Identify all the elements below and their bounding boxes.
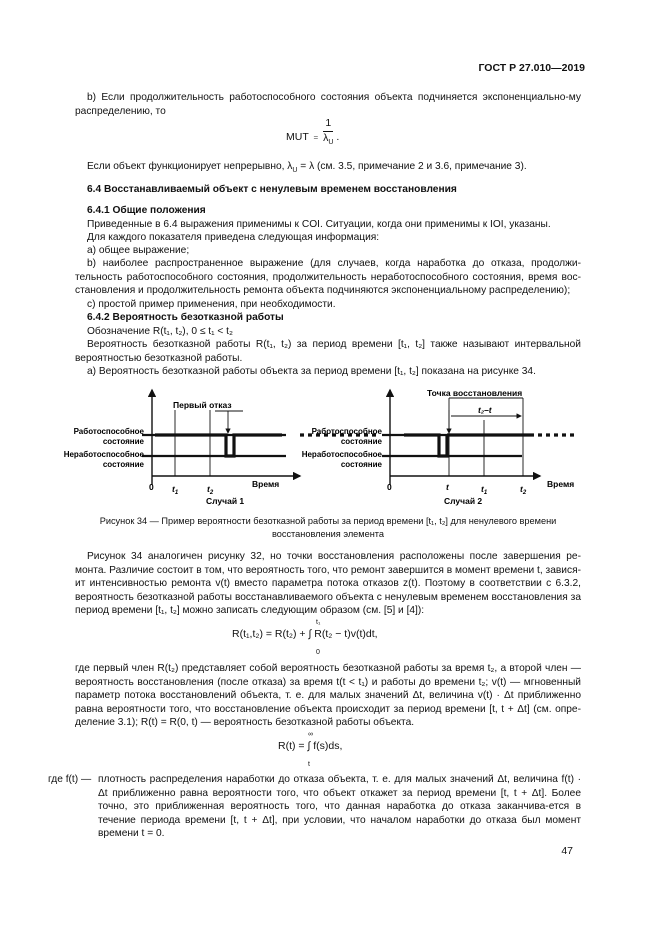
figure-left-panel [64, 390, 300, 506]
formula-integral-upper: t₁ [316, 619, 321, 626]
formula-mut-den-sub: U [328, 138, 334, 146]
formula-mut-lhs: MUT [286, 130, 309, 143]
paragraph-ft-lead: где f(t) — [48, 774, 92, 785]
formula-mut-tail: . [336, 130, 340, 143]
document-id: ГОСТ Р 27.010—2019 [478, 62, 585, 74]
formula-mut [286, 117, 340, 149]
figure-caption-line2: восстановления элемента [271, 528, 385, 539]
heading-6-4-1: 6.4.1 Общие положения [87, 205, 206, 216]
formula-integral-lower: 0 [316, 649, 320, 656]
right-down-label-2: состояние [340, 460, 382, 469]
formula-mut-fraction [323, 117, 333, 149]
list-item-a: а) общее выражение; [87, 245, 190, 256]
right-interval-label: t₂–t [478, 405, 492, 415]
right-tick-t1: $t_1$ [481, 484, 488, 496]
right-down-label-1: Неработоспособное [301, 450, 382, 459]
left-failure-label: Первый отказ [173, 400, 232, 410]
right-tick-0: 0 [387, 482, 392, 492]
paragraph-designation: Обозначение R(t₁, t₂), 0 ≤ t₁ < t₂ [87, 326, 233, 337]
right-tick-t: t [446, 482, 449, 492]
formula-mut-num: 1 [323, 117, 333, 132]
figure-right-panel [300, 388, 575, 506]
paragraph-ft-definition: плотность распределения наработки до отказа объекта, т. е. для малых значений Δt, величина f(t) · Δt приближенно равна вероятности того, что объект откажет за период времени [t, t + Δt]. Более точно, это приближенная вероятность того, что данная наработка до отказа заканчива-ется в течение периода времени [t, t + Δt], при условии, что началом наработки до отказа был момент времени t = 0. [98, 774, 581, 840]
paragraph-figure-reference: а) Вероятность безотказной работы объекта за период времени [t₁, t₂] показана на рисунке 34. [87, 366, 536, 377]
paragraph-where-terms: где первый член R(t₂) представляет собой вероятность безотказной работы за время t₂, а второй член — вероятность восстановления (после отказа) за время t(t < t₁) и работы до времени t₂; v(t) — мгновенный параметр потока восстановлений объекта, т. е. для малых значений Δt, величина v(t) · Δt приближенно равна вероятности того, что восстановление объекта происходит за период времени [t, t + Δt] (см. опре-деление 3.1); R(t) = R(0, t) — вероятность безотказной работы объекта. [75, 663, 581, 729]
left-state-trace [155, 435, 282, 456]
right-case-label: Случай 2 [444, 496, 483, 506]
left-up-label-2: состояние [102, 437, 144, 446]
paragraph-continuous [75, 160, 581, 178]
left-down-label-2: состояние [102, 460, 144, 469]
paragraph-continuous-tail: = λ (см. 3.5, примечание 2 и 3.6, примечание 3). [297, 161, 527, 172]
paragraph-info: Для каждого показателя приведена следующая информация: [87, 232, 380, 243]
left-time-label: Время [252, 479, 280, 489]
left-up-label-1: Работоспособное [73, 427, 144, 436]
right-state-trace [404, 435, 447, 456]
paragraph-exponential: b) Если продолжительность работоспособного состояния объекта подчиняется экспоненциально-му распределению, то [75, 92, 581, 117]
formula-rt-main: R(t) = ∫ f(s)ds, [278, 740, 343, 752]
paragraph-applicability: Приведенные в 6.4 выражения применимы к COI. Ситуации, когда они применимы к IOI, указаны. [87, 219, 551, 230]
right-up-label-2: состояние [340, 437, 382, 446]
paragraph-continuous-text: Если объект функционирует непрерывно, λ [87, 161, 293, 172]
left-down-label-1: Неработоспособное [63, 450, 144, 459]
figure-caption [75, 515, 581, 540]
paragraph-continuous-sub: U [292, 167, 298, 175]
left-tick-t1: $t_1$ [172, 484, 179, 496]
paragraph-figure-32-comparison: Рисунок 34 аналогичен рисунку 32, но точки восстановления расположены после завершения ре-монта. Различие состоит в том, что вероятность того, что ремонт завершится в момент времени t, завися-ит интенсивностью ремонта v(t) вместо параметра потока отказов z(t). Поэтому в соответствии с 6.3.2, вероятность безотказной работы восстанавливаемого объекта с ненулевым временем восстановления за период времени [t₁, t₂] можно записать следующим образом (см. [5] и [4]): [75, 551, 581, 617]
formula-mut-eq: = [313, 132, 319, 142]
formula-mut-den-symbol: λ [323, 131, 329, 144]
right-tick-t2: $t_2$ [520, 484, 527, 496]
right-restore-label: Точка восстановления [427, 388, 523, 398]
figure-caption-line1: Рисунок 34 — Пример вероятности безотказной работы за период времени [t₁, t₂] для ненулевого времени [99, 516, 557, 526]
figure-34 [60, 380, 600, 510]
formula-rt-upper: ∞ [308, 731, 313, 738]
formula-mut-den [323, 132, 333, 150]
formula-interval-main: R(t₁,t₂) = R(t₂) + ∫ R(t₂ − t)v(t)dt, [232, 628, 378, 640]
left-case-label: Случай 1 [206, 496, 245, 506]
list-item-c: c) простой пример применения, при необходимости. [87, 299, 336, 310]
list-item-b: b) наиболее распространенное выражение (для случаев, когда наработка до отказа, продолжи-тельность работоспособного состояния, продолжительность неработоспособного состояния, время вос-становления и продолжительность ремонта объекта подчиняются экспоненциальному распределению); [75, 258, 581, 297]
left-tick-0: 0 [149, 482, 154, 492]
formula-rt-lower: t [308, 761, 310, 768]
heading-6-4-2: 6.4.2 Вероятность безотказной работы [87, 312, 284, 323]
paragraph-interval-reliability: Вероятность безотказной работы R(t₁, t₂) за период времени [t₁, t₂] также называют интервальной вероятностью безотказной работы. [75, 339, 581, 364]
right-time-label: Время [547, 479, 575, 489]
page-number: 47 [561, 845, 573, 857]
heading-6-4: 6.4 Восстанавливаемый объект с ненулевым временем восстановления [87, 184, 457, 195]
left-tick-t2: $t_2$ [207, 484, 214, 496]
right-up-label-1: Работоспособное [311, 427, 382, 436]
